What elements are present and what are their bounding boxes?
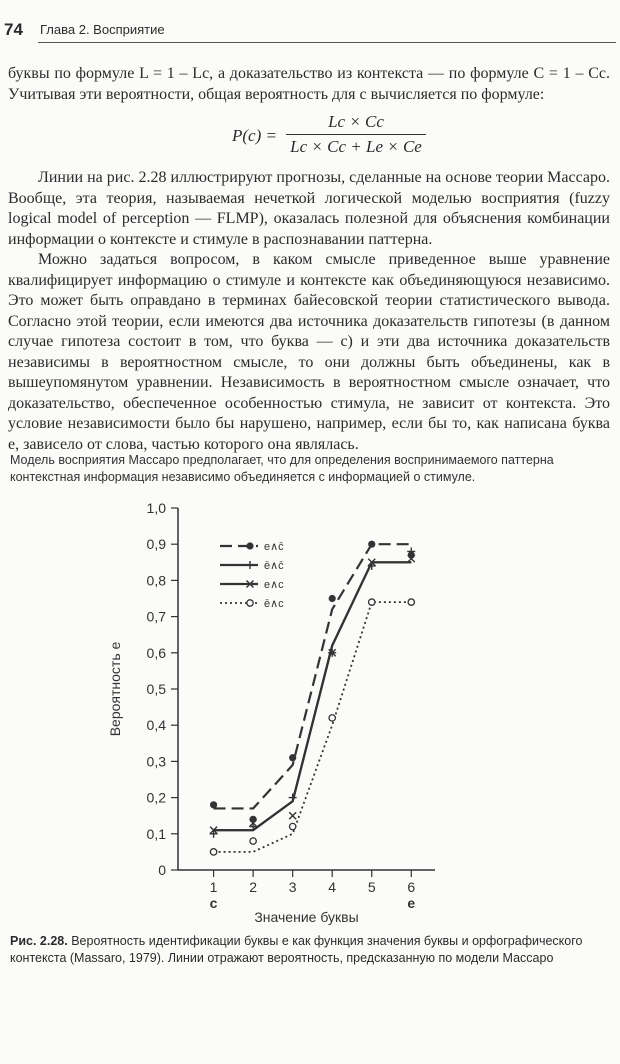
x-tick-sublabel: e (407, 895, 416, 911)
formula-lhs: P(c) = (232, 126, 277, 145)
formula-fraction (286, 112, 426, 157)
data-point (289, 754, 296, 761)
paragraph-3: Можно задаться вопросом, в каком смысле приведенное выше уравнение квалифицирует информацию о стимуле и контексте как объединяющуюся независимо. Это может быть оправдано в терминах байесовской теории статистического вывода. Согласно этой теории, если имеются два источника доказательств гипотезы (в данном случае гипотеза состоит в том, что буква — c) и эти два источника доказательств независимы в вероятностном смысле, то они должны быть объединены, как в вышеупомянутом уравнении. Независимость в вероятностном смысле означает, что доказательство, обеспеченное особенностью стимула, не зависит от контекста. Это условие независимости было бы нарушено, например, если бы то, как написана буква e, зависело от слова, частью которого она являлась. (8, 251, 610, 453)
x-tick-sublabel: c (209, 895, 218, 911)
data-point (329, 715, 335, 721)
y-tick-label: 0,3 (146, 753, 166, 770)
data-point (210, 849, 216, 855)
y-tick-label: 1,0 (146, 500, 166, 516)
paragraph-2: Линии на рис. 2.28 иллюстрируют прогнозы, сделанные на основе теории Массаро. Вообще, эта теория, называемая нечеткой логической моделью восприятия (fuzzy logical model of perception — FLMP), оказалась полезной для объяснения комбинации информации о контексте и стимуле в распознавании паттерна. (8, 169, 610, 248)
y-axis-label: Вероятность e (107, 641, 123, 737)
x-tick-label: 4 (328, 879, 337, 895)
series-line (214, 562, 412, 830)
y-tick-label: 0,8 (146, 572, 166, 589)
figure-caption (10, 933, 610, 967)
data-point (250, 838, 256, 844)
legend-marker (246, 542, 253, 549)
y-tick-label: 0,7 (146, 608, 166, 625)
legend-label: ē∧c (264, 598, 284, 610)
x-tick-label: 6 (407, 879, 416, 895)
formula-denominator: Lc × Cc + Le × Ce (290, 137, 422, 156)
page-header (4, 16, 616, 46)
y-tick-label: 0,6 (146, 644, 166, 661)
legend-label: e∧c (264, 579, 284, 591)
header-rule (38, 42, 616, 43)
line-chart (90, 490, 510, 925)
data-point (289, 823, 295, 829)
y-tick-label: 0,4 (146, 717, 166, 734)
legend-label: e∧c̄ (264, 541, 284, 553)
y-tick-label: 0,9 (146, 536, 166, 553)
x-tick-label: 1 (209, 879, 218, 895)
x-axis-label: Значение буквы (254, 909, 359, 925)
series-line (214, 562, 412, 830)
data-point (210, 801, 217, 808)
page-number: 74 (4, 20, 23, 39)
side-caption: Модель восприятия Массаро предполагает, что для определения воспринимаемого паттерна контекстная информация независимо объединяется с информацией о стимуле. (10, 453, 554, 484)
data-point (250, 816, 257, 823)
formula (232, 112, 472, 164)
paragraph-1: буквы по формуле L = 1 – Lc, а доказательство из контекста — по формуле C = 1 – Cc. Учитывая эти вероятности, общая вероятность для c вычисляется по формуле: (8, 65, 610, 103)
legend-marker (246, 561, 254, 569)
x-tick-label: 2 (249, 879, 258, 895)
data-point (289, 812, 296, 819)
data-point (408, 599, 414, 605)
data-point (329, 595, 336, 602)
legend-label: ē∧c̄ (264, 560, 284, 572)
data-point (369, 599, 375, 605)
y-tick-label: 0,1 (146, 825, 166, 842)
figure-label: Рис. 2.28. (10, 934, 68, 948)
x-tick-label: 5 (367, 879, 376, 895)
y-tick-label: 0 (158, 862, 166, 878)
y-tick-label: 0,5 (146, 681, 166, 697)
legend-marker (247, 600, 253, 606)
formula-numerator: Lc × Cc (286, 112, 426, 135)
data-point (368, 541, 375, 548)
chapter-title: Глава 2. Восприятие (40, 22, 165, 37)
figure-caption-text: Вероятность идентификации буквы e как функция значения буквы и орфографического контекста (Massaro, 1979). Линии отражают вероятность, предсказанную по модели Массаро (10, 934, 583, 965)
x-tick-label: 3 (288, 879, 297, 895)
y-tick-label: 0,2 (146, 789, 166, 806)
